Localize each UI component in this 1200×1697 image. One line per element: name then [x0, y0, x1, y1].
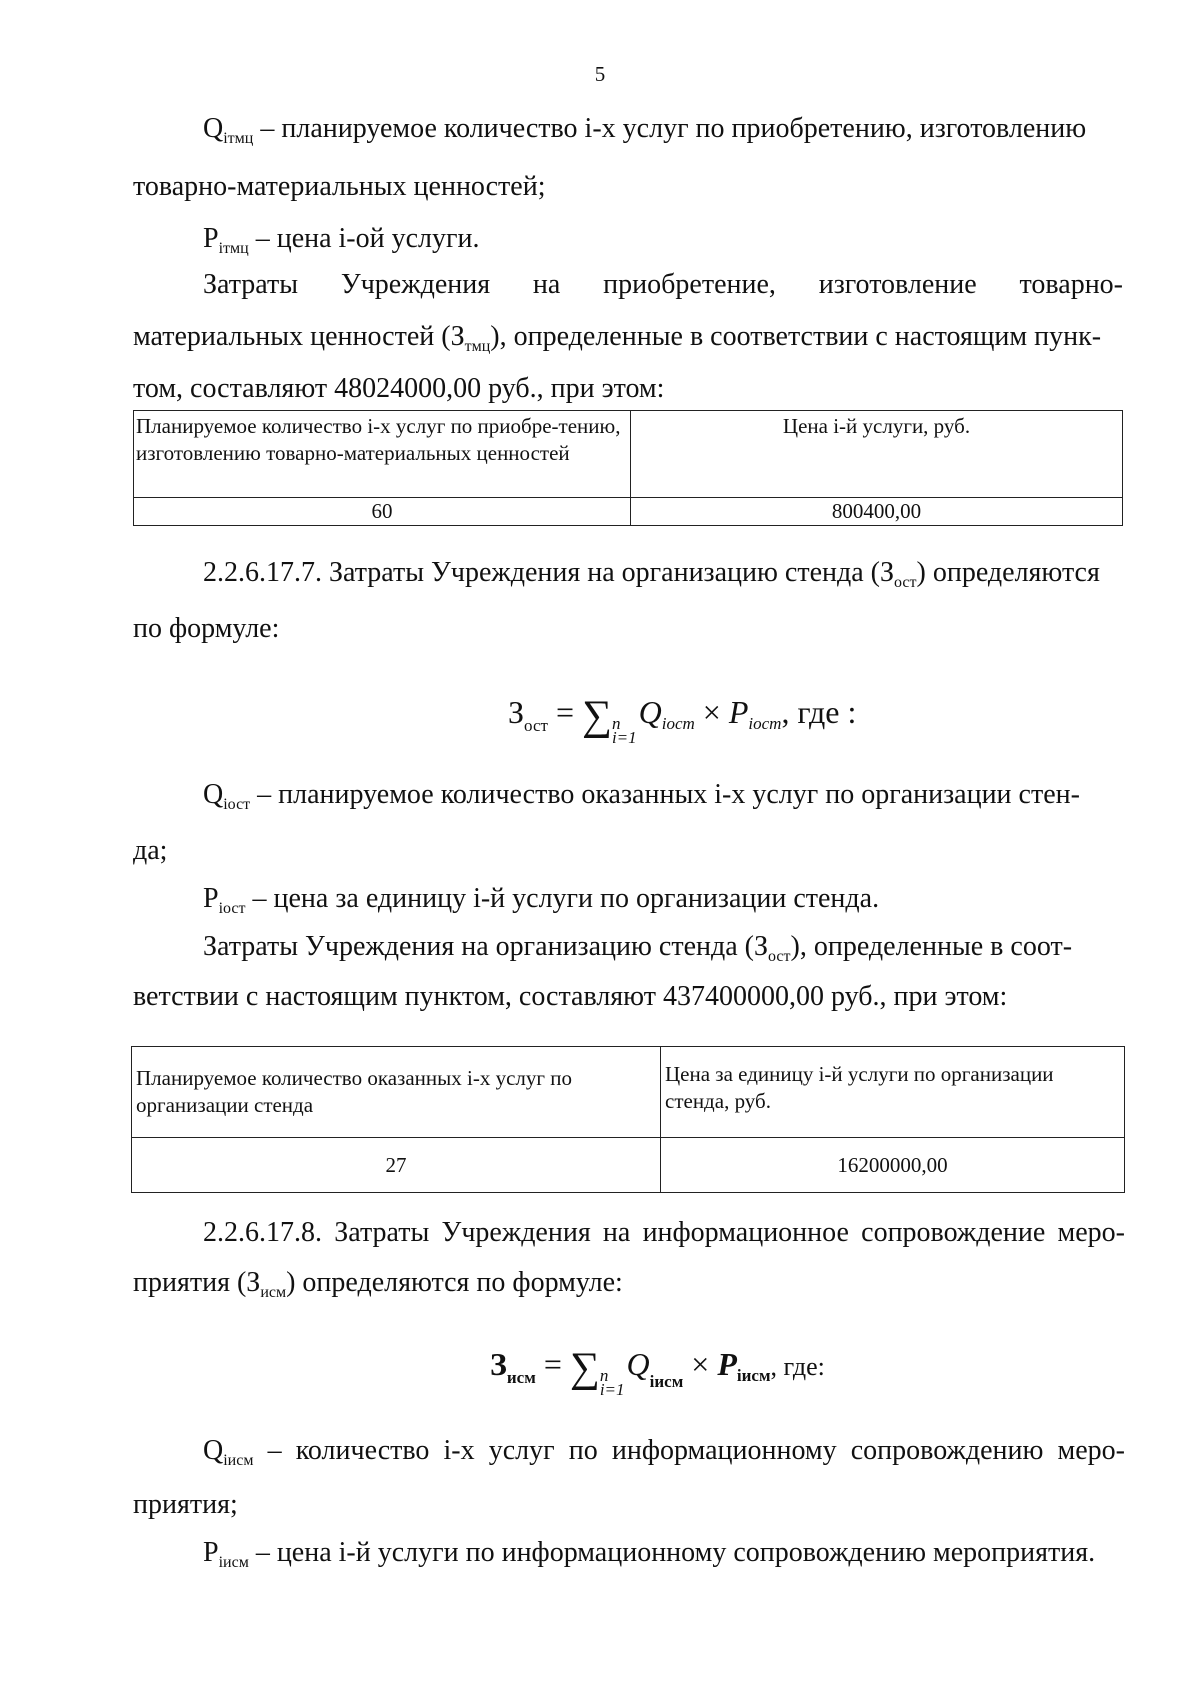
formula-tail: , где:	[770, 1352, 825, 1381]
text-run: ), определенные в соот-	[790, 931, 1073, 962]
table-cell: 800400,00	[631, 498, 1123, 526]
formula-subscript: ост	[524, 716, 548, 735]
symbol-q: Q	[203, 1435, 224, 1466]
definition-text: – цена i-й услуги по информационному сопровождению мероприятия.	[248, 1537, 1096, 1568]
formula-info-support-cost	[490, 1344, 825, 1397]
sum-lower-limit: i=1	[599, 1380, 625, 1399]
table-header-cell: Планируемое количество i-х услуг по приобре-тению, изготовлению товарно-материальных ценностей	[134, 411, 631, 498]
formula-q: Q	[626, 1346, 650, 1382]
formula-p: P	[717, 1346, 737, 1382]
text-run: 2.2.6.17.7. Затраты Учреждения на организацию стенда (З	[203, 557, 895, 588]
definition-p-itmc	[203, 222, 479, 266]
definition-q-iost	[203, 778, 1080, 822]
cost-table-stand	[131, 1046, 1125, 1193]
symbol-subscript: iтмц	[223, 130, 254, 147]
formula-subscript: iисм	[649, 1372, 684, 1391]
definition-text: – цена за единицу i-й услуги по организации стенда.	[245, 883, 880, 914]
sum-sign: ∑	[581, 693, 612, 739]
formula-subscript: iост	[661, 714, 695, 733]
table-row	[132, 1138, 1125, 1193]
formula-equals: =	[535, 1346, 570, 1382]
definition-text: – планируемое количество i-х услуг по приобретению, изготовлению	[253, 113, 1087, 144]
definition-q-iism	[203, 1434, 1125, 1478]
paragraph-line: том, составляют 48024000,00 руб., при этом:	[133, 373, 665, 404]
table-header-cell: Цена за единицу i-й услуги по организации стенда, руб.	[661, 1047, 1125, 1138]
sum-lower-limit: i=1	[611, 728, 637, 747]
definition-q-itmc	[203, 112, 1086, 156]
symbol-subscript: iисм	[218, 1554, 249, 1571]
paragraph-line	[133, 320, 1101, 364]
paragraph-line: ветствии с настоящим пунктом, составляют 437400000,00 руб., при этом:	[133, 981, 1008, 1012]
definition-p-iost	[203, 882, 879, 926]
formula-lhs: З	[508, 694, 525, 730]
text-run: материальных ценностей (З	[133, 321, 465, 352]
paragraph-line: товарно-материальных ценностей;	[133, 171, 546, 202]
text-run: Затраты Учреждения на организацию стенда (З	[203, 931, 769, 962]
table-header-cell: Цена i-й услуги, руб.	[631, 411, 1123, 498]
page-number: 5	[594, 62, 606, 86]
definition-text: – количество i-х услуг по информационному сопровождению меро-	[253, 1435, 1125, 1466]
table-cell: 27	[132, 1138, 661, 1193]
cost-table-materials	[133, 410, 1123, 526]
table-cell: 16200000,00	[661, 1138, 1125, 1193]
symbol-subscript: ост	[768, 948, 791, 965]
paragraph-line: по формуле:	[133, 613, 280, 644]
paragraph-line: Затраты Учреждения на приобретение, изготовление товарно-	[203, 269, 1123, 300]
symbol-subscript: iисм	[223, 1452, 254, 1469]
paragraph-line: да;	[133, 835, 168, 866]
sum-upper-limit: n	[611, 714, 621, 733]
sum-upper-limit: n	[599, 1366, 609, 1385]
symbol-subscript: тмц	[464, 338, 491, 355]
formula-stand-cost	[508, 692, 856, 745]
formula-subscript: исм	[506, 1368, 536, 1387]
formula-subscript: iисм	[736, 1366, 771, 1385]
paragraph-line	[203, 930, 1072, 974]
symbol-q: Q	[203, 779, 224, 810]
symbol-subscript: iост	[223, 796, 251, 813]
text-run: ), определенные в соответствии с настоящим пунк-	[490, 321, 1102, 352]
formula-lhs: З	[490, 1346, 507, 1382]
symbol-subscript: ост	[894, 574, 917, 591]
symbol-p: P	[203, 223, 219, 254]
definition-p-iism	[203, 1536, 1095, 1580]
paragraph-line: приятия;	[133, 1489, 238, 1520]
definition-text: – планируемое количество оказанных i-х услуг по организации стен-	[250, 779, 1080, 810]
table-row	[134, 498, 1123, 526]
symbol-p: P	[203, 1537, 219, 1568]
formula-equals: =	[547, 694, 582, 730]
text-run: ) определяются по формуле:	[286, 1267, 623, 1298]
sum-sign: ∑	[569, 1345, 600, 1391]
section-heading-2-2-6-17-7	[203, 556, 1100, 600]
table-header-row	[134, 411, 1123, 498]
symbol-p: P	[203, 883, 219, 914]
text-run: приятия (З	[133, 1267, 261, 1298]
table-cell: 60	[134, 498, 631, 526]
symbol-subscript: исм	[260, 1284, 287, 1301]
paragraph-line	[133, 1266, 623, 1310]
formula-p: P	[728, 694, 749, 730]
section-heading-2-2-6-17-8: 2.2.6.17.8. Затраты Учреждения на информационное сопровождение меро-	[203, 1217, 1125, 1248]
formula-times: ×	[694, 694, 729, 730]
symbol-q: Q	[203, 113, 224, 144]
formula-subscript: iост	[748, 714, 782, 733]
symbol-subscript: iтмц	[218, 240, 249, 257]
formula-q: Q	[638, 694, 662, 730]
table-header-row	[132, 1047, 1125, 1138]
formula-times: ×	[683, 1346, 718, 1382]
text-run: ) определяются	[916, 557, 1100, 588]
formula-tail: , где :	[781, 694, 857, 730]
definition-text: – цена i-ой услуги.	[248, 223, 480, 254]
table-header-cell: Планируемое количество оказанных i-х услуг по организации стенда	[132, 1047, 661, 1138]
symbol-subscript: iост	[218, 900, 246, 917]
